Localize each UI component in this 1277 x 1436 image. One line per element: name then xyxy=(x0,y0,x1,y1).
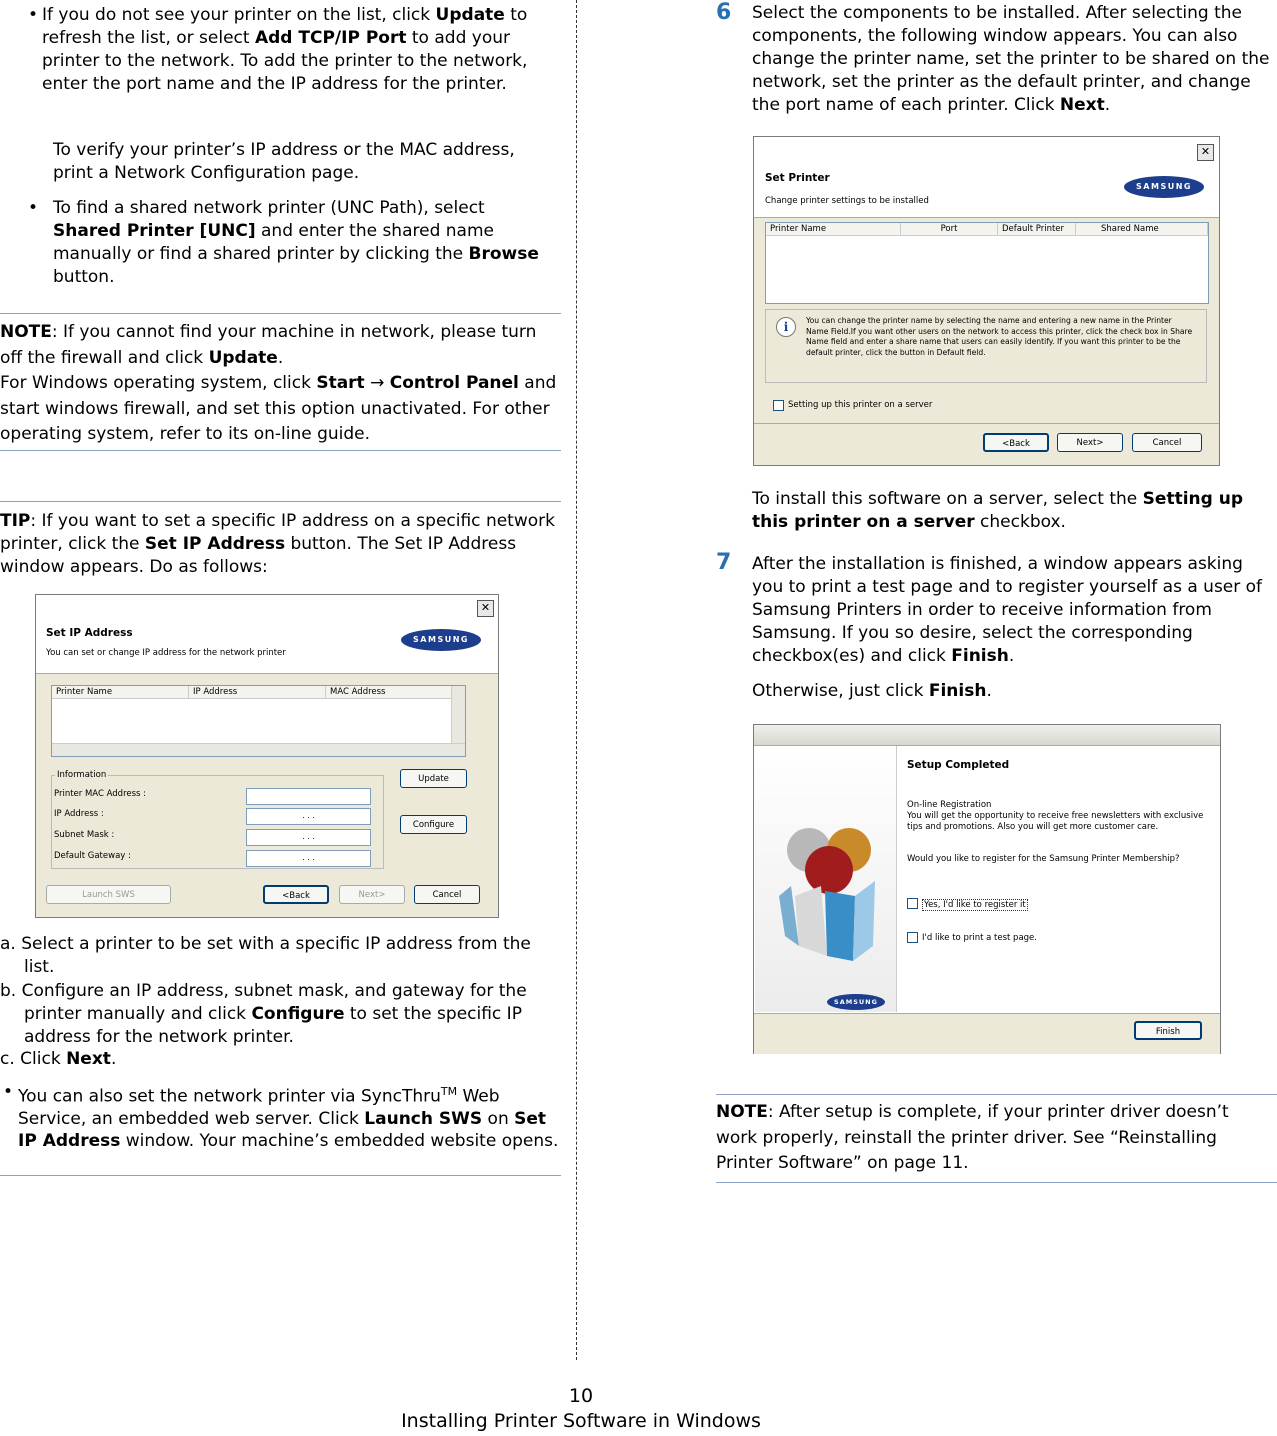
col-ip-address[interactable]: IP Address xyxy=(189,686,326,699)
note-right-rule-bottom xyxy=(716,1182,1277,1183)
verify-text: To verify your printer’s IP address or the MAC address, print a Network Configuration page. xyxy=(53,140,515,183)
server-checkbox-label: Setting up this printer on a server xyxy=(788,400,933,410)
next-button[interactable]: Next> xyxy=(339,885,405,904)
bullet-update: • If you do not see your printer on the list, click Update to refresh the list, or select Add TCP/IP Port to add your printer to the network. To add the printer to the network, enter the port name and the IP address for the printer. xyxy=(28,5,528,94)
registration-heading: On-line Registration xyxy=(907,800,992,810)
step-6-number: 6 xyxy=(716,0,732,25)
note-rule-top xyxy=(0,313,561,314)
footer-title: Installing Printer Software in Windows xyxy=(401,1410,761,1432)
step-7-text: After the installation is finished, a window appears asking you to print a test page and to register yourself as a user of Samsung Printers in order to receive information from Samsung. If you so desire, select the corresponding checkbox(es) and click Finish. xyxy=(752,554,1263,666)
cancel-button[interactable]: Cancel xyxy=(414,885,480,904)
samsung-logo: SAMSUNG xyxy=(401,629,481,651)
col-shared-name[interactable]: Shared Name xyxy=(1076,223,1208,236)
label-ip: IP Address : xyxy=(54,809,104,819)
subnet-field[interactable]: . . . xyxy=(246,829,371,846)
label-mac: Printer MAC Address : xyxy=(54,789,147,799)
gateway-field[interactable]: . . . xyxy=(246,850,371,867)
bullet-dot: • xyxy=(28,198,39,218)
dialog-subtitle: Change printer settings to be installed xyxy=(765,196,929,206)
back-button[interactable]: <Back xyxy=(983,433,1049,452)
step-c: c. Click Next. xyxy=(0,1049,117,1069)
note-right-rule-top xyxy=(716,1094,1277,1095)
vertical-scrollbar[interactable] xyxy=(451,686,465,743)
horizontal-scrollbar[interactable] xyxy=(52,743,465,756)
column-divider xyxy=(576,0,577,1360)
people-illustration xyxy=(755,746,896,1012)
samsung-logo: SAMSUNG xyxy=(1124,176,1204,198)
test-page-checkbox-label: I'd like to print a test page. xyxy=(922,933,1037,943)
step-b: b. Configure an IP address, subnet mask, and gateway for the printer manually and click Configure to set the specific IP address for the network printer. xyxy=(0,981,527,1047)
close-icon[interactable]: ✕ xyxy=(477,600,494,617)
label-gateway: Default Gateway : xyxy=(54,851,131,861)
note-rule-bottom xyxy=(0,450,561,451)
note-reinstall: NOTE: After setup is complete, if your printer driver doesn’t work properly, reinstall the printer driver. See “Reinstalling Printer Software” on page 11. xyxy=(716,1102,1229,1173)
col-printer-name[interactable]: Printer Name xyxy=(766,223,901,236)
setup-side-panel xyxy=(755,746,897,1012)
tip-rule-top xyxy=(0,501,561,502)
membership-question: Would you like to register for the Samsung Printer Membership? xyxy=(907,854,1180,864)
dialog-subtitle: You can set or change IP address for the network printer xyxy=(46,648,286,658)
register-checkbox-label: Yes, I'd like to register it xyxy=(924,900,1026,910)
mac-field[interactable] xyxy=(246,788,371,805)
server-text: To install this software on a server, select the Setting up this printer on a server checkbox. xyxy=(752,489,1243,532)
step-a: a. Select a printer to be set with a specific IP address from the list. xyxy=(0,934,531,977)
page-number: 10 xyxy=(568,1385,594,1407)
col-mac-address[interactable]: MAC Address xyxy=(326,686,465,699)
printer-settings-list[interactable] xyxy=(765,222,1209,304)
otherwise-text: Otherwise, just click Finish. xyxy=(752,681,992,701)
ip-field[interactable]: . . . xyxy=(246,808,371,825)
registration-text: You will get the opportunity to receive free newsletters with exclusive tips and promotions. Also you will get more customer care. xyxy=(907,811,1204,832)
dialog-title: Set Printer xyxy=(765,172,830,184)
set-ip-address-dialog xyxy=(35,594,499,918)
setup-completed-dialog xyxy=(753,724,1221,1054)
note-firewall: NOTE: If you cannot find your machine in network, please turn off the firewall and click Update. For Windows operating system, click Start → Control Panel and start windows firewall, and set this option unactivated. For other operating system, refer to its on-line guide. xyxy=(0,322,557,444)
launch-sws-button[interactable]: Launch SWS xyxy=(46,885,171,904)
col-default-printer[interactable]: Default Printer xyxy=(998,223,1076,236)
back-button[interactable]: <Back xyxy=(263,885,329,904)
bullet-dot: • xyxy=(28,5,39,25)
printer-list[interactable] xyxy=(51,685,466,757)
bullet-dot: • xyxy=(3,1082,14,1102)
col-port[interactable]: Port xyxy=(901,223,998,236)
bullet-syncthru: • You can also set the network printer via SyncThru™ Web Service, an embedded web server. Click Launch SWS on Set IP Address window. Your machine’s embedded website opens. xyxy=(3,1082,559,1151)
close-icon[interactable]: ✕ xyxy=(1197,144,1214,161)
next-button[interactable]: Next> xyxy=(1057,433,1123,452)
step-6-text: Select the components to be installed. After selecting the components, the following window appears. You can also change the printer name, set the printer to be shared on the network, set the printer as the default printer, and change the port name of each printer. Click Next. xyxy=(752,3,1270,115)
col-printer-name[interactable]: Printer Name xyxy=(52,686,189,699)
update-button[interactable]: Update xyxy=(400,769,467,788)
step-7-number: 7 xyxy=(716,550,732,575)
info-text: You can change the printer name by selecting the name and entering a new name in the Printer Name Field.If you want other users on the network to access this printer, click the check box in Share Name field and enter a share name that users can easily identify. If you want this printer to be the default printer, click the button in Default field. xyxy=(806,316,1193,357)
finish-button[interactable]: Finish xyxy=(1134,1021,1202,1040)
information-label: Information xyxy=(57,770,107,780)
register-checkbox[interactable] xyxy=(907,898,918,909)
dialog-title: Set IP Address xyxy=(46,627,133,639)
set-printer-dialog xyxy=(753,136,1220,466)
configure-button[interactable]: Configure xyxy=(400,815,467,834)
setup-title: Setup Completed xyxy=(907,759,1010,771)
tip-text: TIP: If you want to set a specific IP address on a specific network printer, click the Set IP Address button. The Set IP Address window appears. Do as follows: xyxy=(0,511,555,577)
tip-rule-bottom xyxy=(0,1175,561,1176)
server-checkbox[interactable] xyxy=(773,400,784,411)
bullet-shared: • To find a shared network printer (UNC Path), select Shared Printer [UNC] and enter the shared name manually or find a shared printer by clicking the Browse button. xyxy=(28,198,539,287)
cancel-button[interactable]: Cancel xyxy=(1132,433,1202,452)
samsung-logo: SAMSUNG xyxy=(827,994,885,1010)
label-subnet: Subnet Mask : xyxy=(54,830,115,840)
test-page-checkbox[interactable] xyxy=(907,932,918,943)
info-icon: i xyxy=(776,317,796,337)
